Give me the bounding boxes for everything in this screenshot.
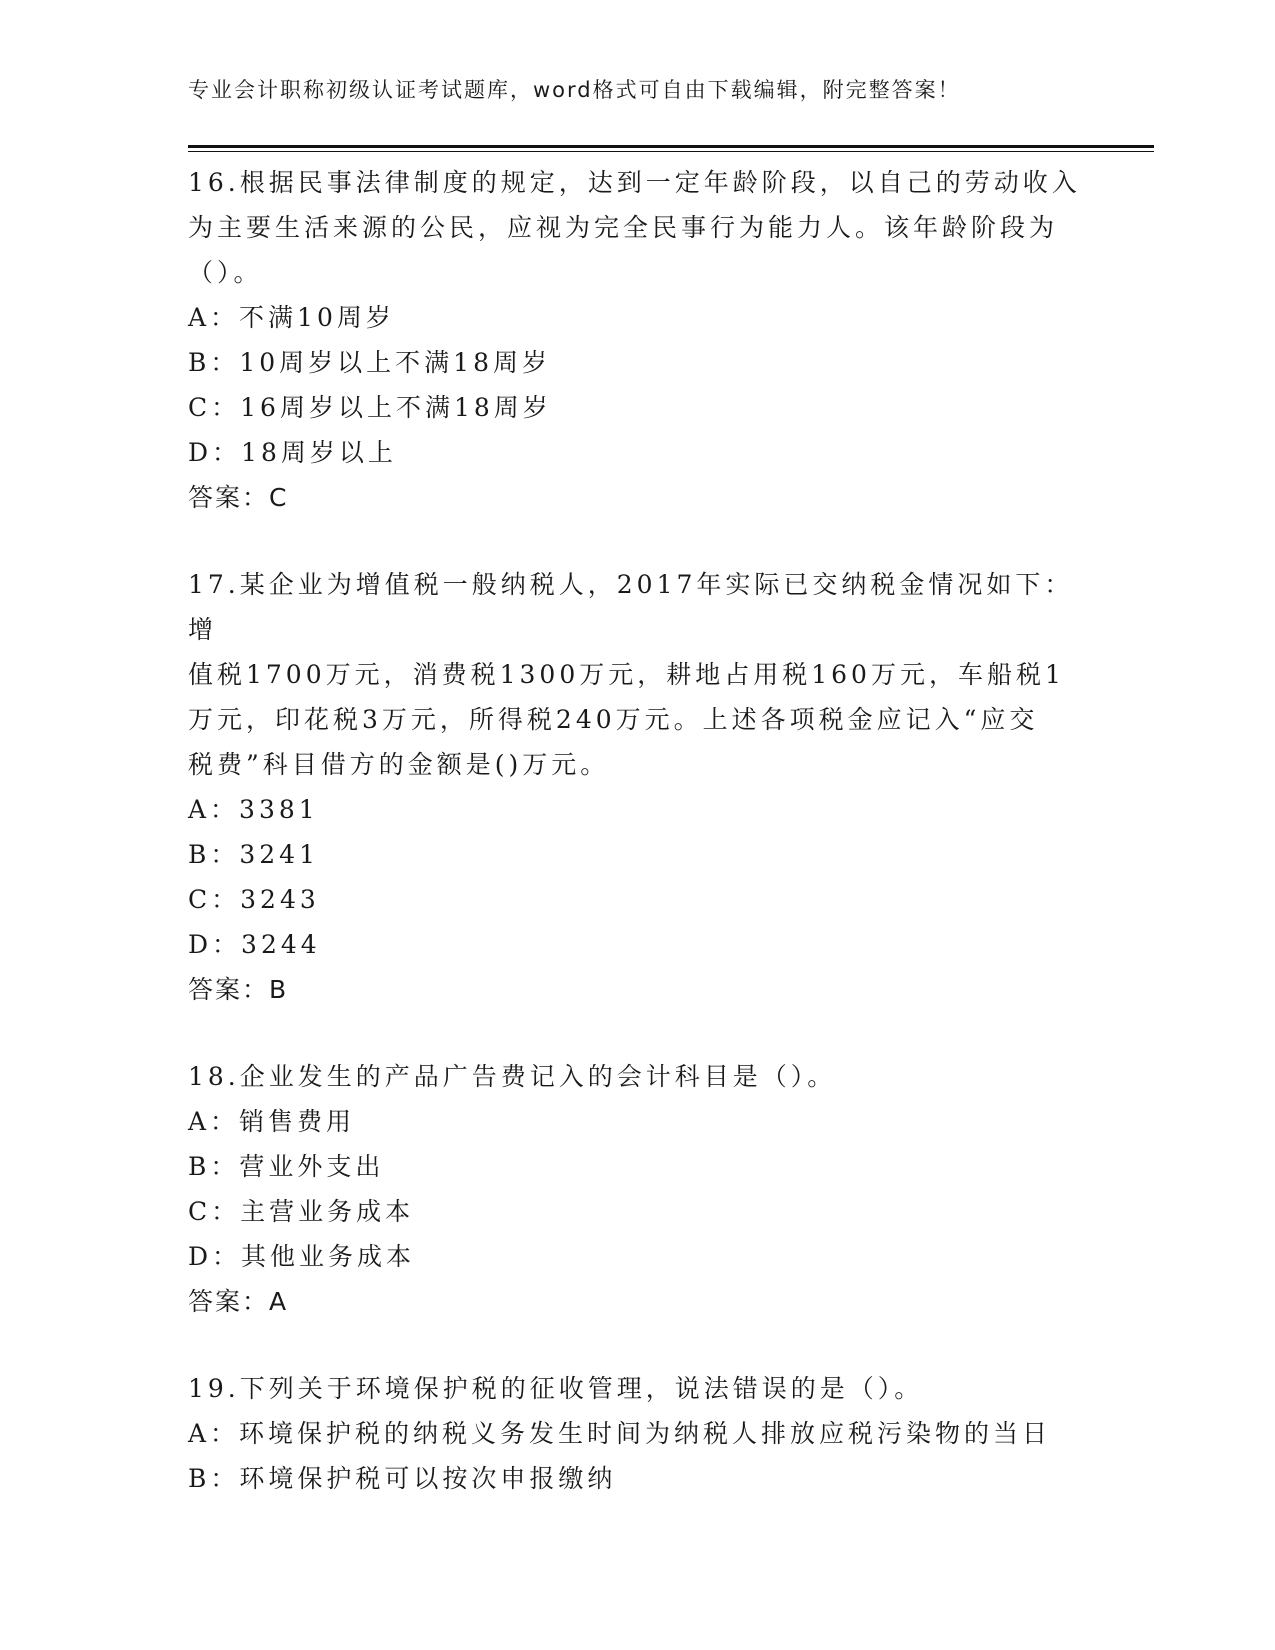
option-c: C：3243 [188,885,320,914]
question-18 [188,1054,1088,1324]
stem-line: 税费”科目借方的金额是()万元。 [188,750,610,779]
option-a: A：环境保护税的纳税义务发生时间为纳税人排放应税污染物的当日 [188,1419,1052,1448]
question-16 [188,160,1088,520]
option-d: D：18周岁以上 [188,438,397,467]
stem-line: （）。 [188,258,263,287]
option-b: B：营业外支出 [188,1152,385,1181]
question-stem [188,160,1088,295]
option-c: C：16周岁以上不满18周岁 [188,393,552,422]
option-a: A：3381 [188,795,319,824]
stem-line: 18.企业发生的产品广告费记入的会计科目是（）。 [188,1062,837,1091]
header-rule-thin [188,151,1154,152]
answer: 答案：A [188,1287,289,1316]
question-19 [188,1366,1088,1501]
option-b: B：环境保护税可以按次申报缴纳 [188,1464,617,1493]
option-d: D：其他业务成本 [188,1242,416,1271]
option-a: A：不满10周岁 [188,303,395,332]
question-stem [188,1366,1088,1411]
stem-line: 为主要生活来源的公民，应视为完全民事行为能力人。该年龄阶段为 [188,213,1059,242]
question-stem [188,562,1088,787]
answer: 答案：C [188,483,289,512]
option-a: A：销售费用 [188,1107,356,1136]
answer: 答案：B [188,975,289,1004]
option-b: B：10周岁以上不满18周岁 [188,348,551,377]
option-c: C：主营业务成本 [188,1197,415,1226]
question-17 [188,562,1088,1012]
stem-line: 19.下列关于环境保护税的征收管理，说法错误的是（）。 [188,1374,924,1403]
option-d: D：3244 [188,930,321,959]
question-stem [188,1054,1088,1099]
stem-line: 17.某企业为增值税一般纳税人，2017年实际已交纳税金情况如下：增 [188,570,1074,644]
stem-line: 万元，印花税3万元，所得税240万元。上述各项税金应记入“应交 [188,705,1039,734]
option-b: B：3241 [188,840,319,869]
page-header: 专业会计职称初级认证考试题库，word格式可自由下载编辑，附完整答案！ [188,78,961,102]
stem-line: 16.根据民事法律制度的规定，达到一定年龄阶段，以自己的劳动收入 [188,168,1081,197]
header-rule-thick [188,145,1154,148]
stem-line: 值税1700万元，消费税1300万元，耕地占用税160万元，车船税1 [188,660,1065,689]
question-list [188,160,1088,1543]
